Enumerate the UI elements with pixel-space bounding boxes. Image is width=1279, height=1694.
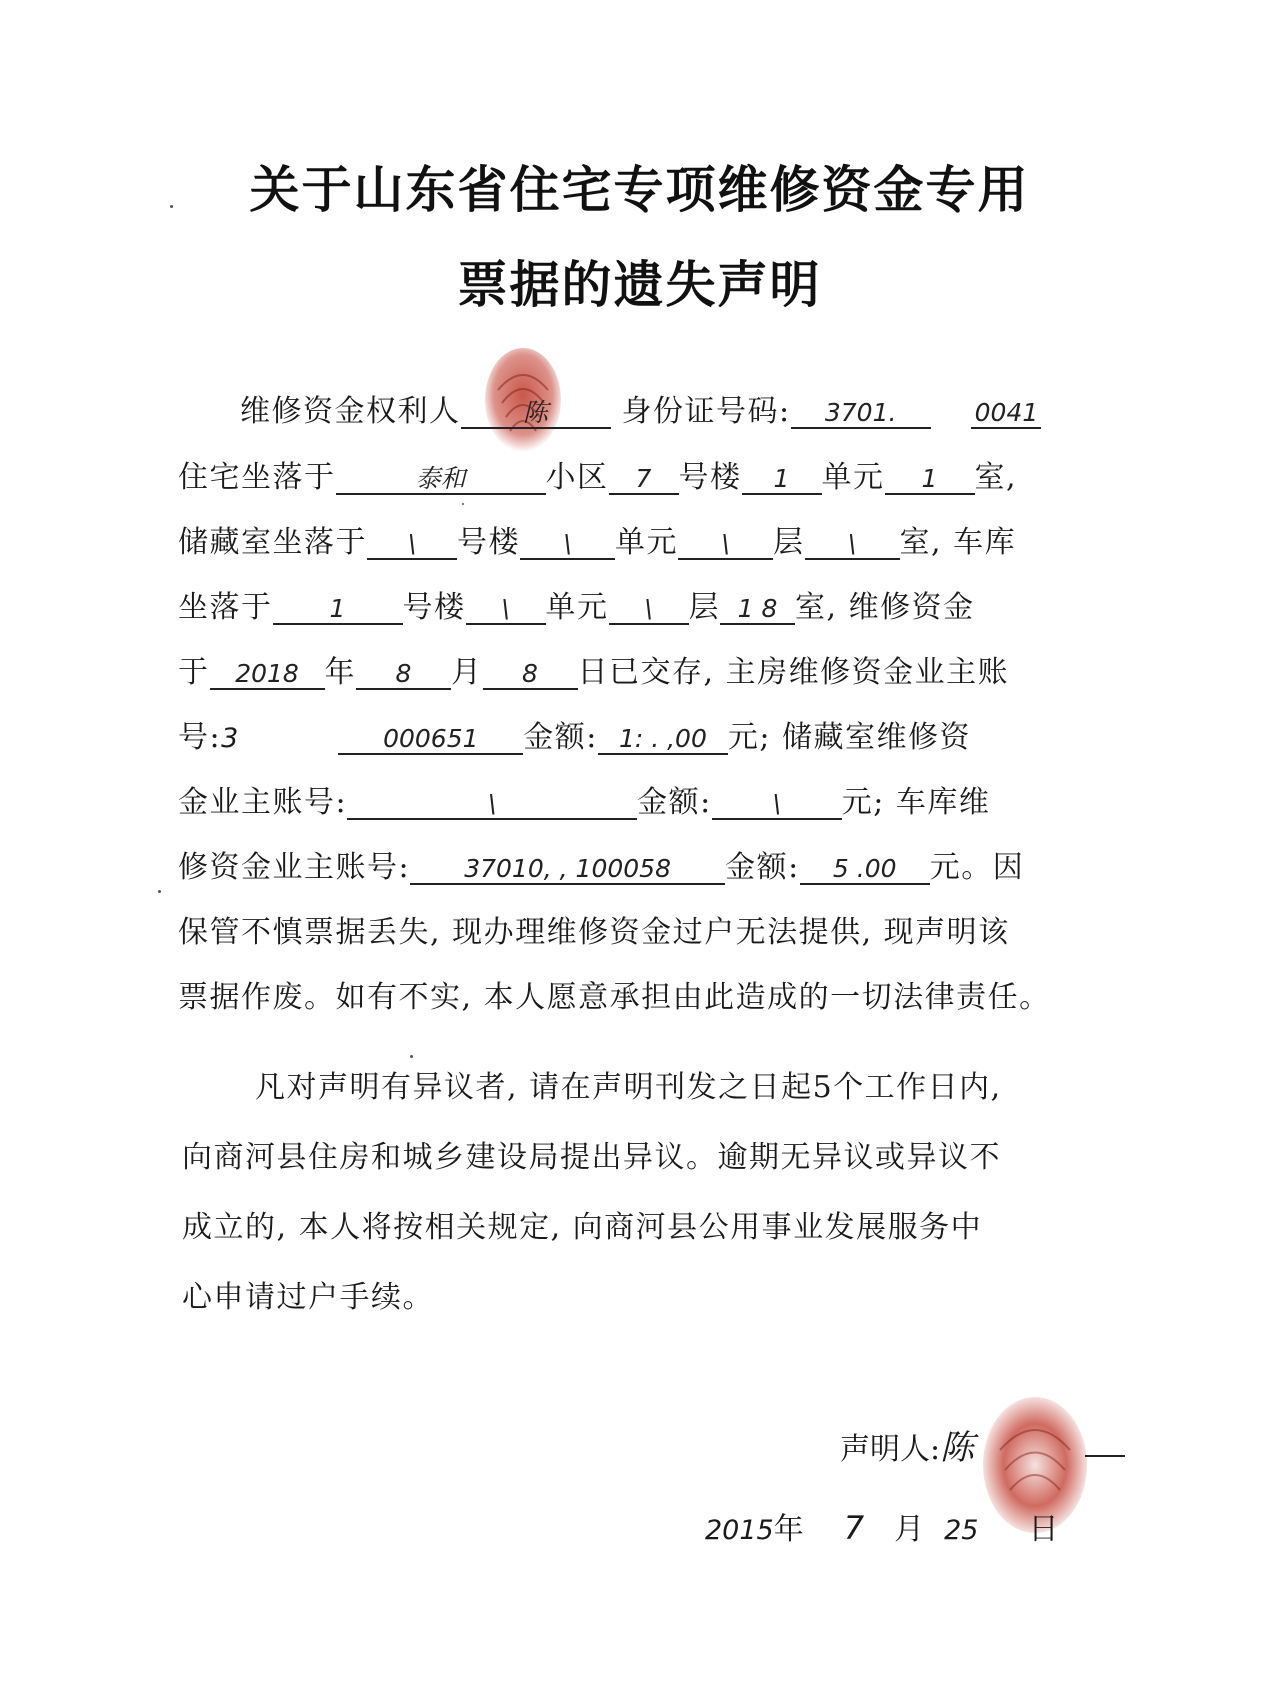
label-storage-floor: 层 (773, 525, 805, 560)
body-paragraph-2-line-2: 向商河县住房和城乡建设局提出异议。逾期无异议或异议不 (182, 1140, 1001, 1175)
label-yuan-because: 元。因 (929, 850, 1025, 885)
body-line-1 (240, 392, 1041, 432)
label-garage-location: 坐落于 (178, 590, 273, 625)
body-line-8 (178, 848, 1024, 888)
field-garage-amount: 5 .00 (800, 851, 930, 885)
label-storage-location: 储藏室坐落于 (178, 525, 367, 560)
field-garage-building: 1 (273, 591, 403, 625)
field-main-amount: 1: . ,00 (598, 721, 728, 755)
scan-speck (462, 503, 464, 505)
field-garage-account-number: 37010, , 100058 (410, 851, 725, 885)
document-title-line-1: 关于山东省住宅专项维修资金专用 (249, 161, 1030, 219)
field-storage-floor: \ (678, 526, 773, 560)
field-rights-holder-name: 陈 (461, 395, 611, 429)
label-on: 于 (178, 655, 210, 690)
label-day-deposited: 日已交存, 主房维修资金业主账 (577, 655, 1010, 690)
field-sign-day: 25 (944, 1515, 979, 1546)
document-title-line-2: 票据的遗失声明 (457, 256, 822, 314)
scan-speck (158, 890, 161, 893)
label-room: 室, (974, 460, 1018, 495)
field-storage-amount: \ (712, 786, 842, 820)
label-yuan-garage: 元; 车库维 (841, 785, 991, 820)
label-community: 小区 (545, 460, 609, 495)
field-id-number-start: 3701. (791, 395, 931, 429)
body-line-3 (178, 523, 1016, 563)
label-id-number: 身份证号码: (621, 394, 791, 429)
field-main-account-prefix: 3 (221, 723, 239, 754)
field-declarant-signature: 陈 (940, 1428, 975, 1468)
label-owner-account-storage: 金业主账号: (178, 785, 348, 820)
label-year: 年 (324, 655, 356, 690)
field-residence-room: 1 (885, 461, 975, 495)
body-line-4 (178, 588, 975, 628)
field-sign-month: 7 (843, 1509, 865, 1547)
label-sign-year: 年 (773, 1512, 804, 1547)
field-storage-room: \ (805, 526, 900, 560)
label-sign-month: 月 (894, 1512, 925, 1547)
field-residence-unit: 1 (742, 461, 822, 495)
field-deposit-year: 2018 (210, 656, 325, 690)
label-storage-unit: 单元 (615, 525, 678, 560)
body-paragraph-2-line-1: 凡对声明有异议者, 请在声明刊发之日起5个工作日内, (255, 1070, 1002, 1105)
field-id-number-end: 0041 (971, 395, 1041, 429)
field-sign-year: 2015 (705, 1515, 774, 1546)
label-unit: 单元 (821, 460, 885, 495)
field-garage-unit: \ (466, 591, 546, 625)
label-amount-3: 金额: (725, 850, 800, 885)
field-residence-building: 7 (609, 461, 679, 495)
field-garage-floor: \ (609, 591, 689, 625)
body-line-7 (178, 783, 990, 823)
label-building: 号楼 (678, 460, 742, 495)
label-amount-2: 金额: (637, 785, 712, 820)
label-rights-holder: 维修资金权利人 (240, 394, 461, 429)
label-garage-room: 室, 维修资金 (795, 590, 975, 625)
body-paragraph-2-line-3: 成立的, 本人将按相关规定, 向商河县公用事业发展服务中 (182, 1210, 983, 1245)
label-sign-day: 日 (1028, 1512, 1059, 1547)
body-line-9: 保管不慎票据丢失, 现办理维修资金过户无法提供, 现声明该 (178, 915, 1010, 950)
label-declarant: 声明人: (840, 1432, 941, 1467)
label-garage-account: 修资金业主账号: (178, 850, 411, 885)
body-line-2 (178, 458, 1017, 498)
label-amount: 金额: (523, 720, 598, 755)
label-garage-floor: 层 (688, 590, 720, 625)
label-month: 月 (451, 655, 483, 690)
label-residence-location: 住宅坐落于 (178, 460, 336, 495)
body-paragraph-2-line-4: 心申请过户手续。 (182, 1280, 434, 1315)
label-account-number: 号: (178, 720, 222, 755)
label-garage-unit: 单元 (545, 590, 609, 625)
label-storage-room-garage: 室, 车库 (899, 525, 1017, 560)
field-main-account-number: 000651 (338, 721, 523, 755)
label-garage-building: 号楼 (402, 590, 466, 625)
body-line-10: 票据作废。如有不实, 本人愿意承担由此造成的一切法律责任。 (178, 980, 1051, 1015)
signature-dash (1085, 1455, 1125, 1457)
field-deposit-day: 8 (483, 656, 578, 690)
field-storage-building: \ (367, 526, 457, 560)
field-deposit-month: 8 (356, 656, 451, 690)
label-yuan-storage: 元; 储藏室维修资 (727, 720, 972, 755)
body-line-6 (178, 718, 971, 759)
field-garage-room: 1 8 (720, 591, 795, 625)
field-community-name: 泰和 (336, 461, 546, 495)
scan-speck (170, 205, 173, 208)
field-storage-account-number: \ (347, 786, 637, 820)
signature-date-line (705, 1508, 1058, 1551)
body-line-5 (178, 653, 1009, 693)
scan-speck (410, 1055, 413, 1058)
field-storage-unit: \ (520, 526, 615, 560)
label-storage-building: 号楼 (457, 525, 520, 560)
signature-line (840, 1428, 974, 1470)
